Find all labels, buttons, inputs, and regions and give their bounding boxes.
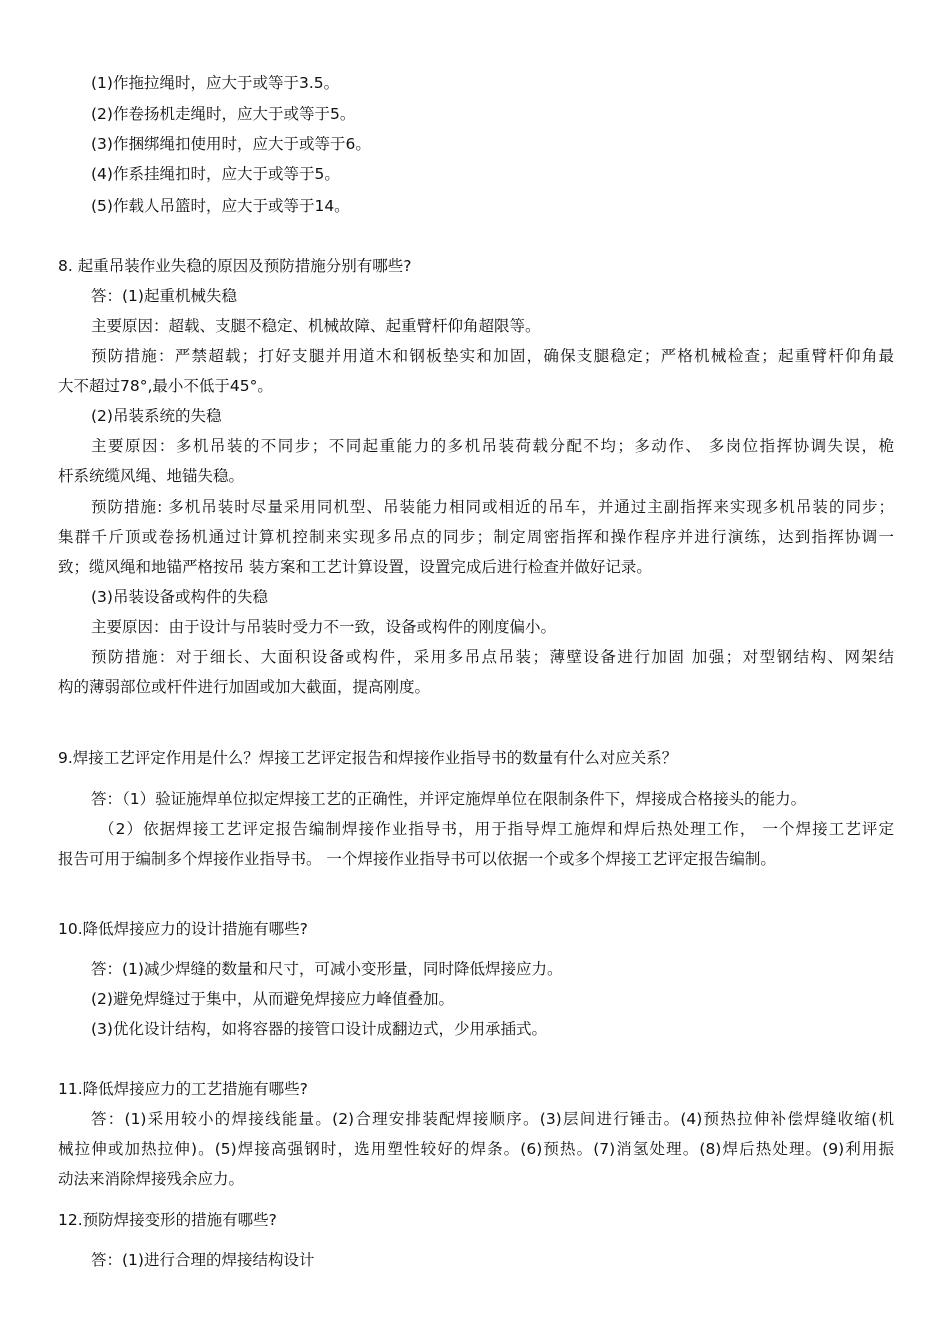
text-line: 报告可用于编制多个焊接作业指导书。 一个焊接作业指导书可以依据一个或多个焊接工艺评定报告编制。 — [58, 850, 776, 868]
text-line: (4)作系挂绳扣时，应大于或等于5。 — [91, 165, 340, 183]
text-line: 答：(1)减少焊缝的数量和尺寸，可减小变形量，同时降低焊接应力。 — [91, 960, 563, 978]
text-line: 杆系统缆风绳、地锚失稳。 — [58, 467, 245, 485]
text-line: 答：(1)进行合理的焊接结构设计 — [91, 1251, 315, 1269]
text-line: (3)优化设计结构，如将容器的接管口设计成翻边式，少用承插式。 — [91, 1020, 547, 1038]
question-heading: 8. 起重吊装作业失稳的原因及预防措施分别有哪些? — [58, 257, 412, 275]
text-line: 构的薄弱部位或杆件进行加固或加大截面，提高刚度。 — [58, 678, 431, 696]
text-line: 预防措施：对于细长、大面积设备或构件，采用多吊点吊装；薄壁设备进行加固 加强；对型钢结构、网架结 — [91, 648, 894, 666]
text-line: (5)作载人吊篮时，应大于或等于14。 — [91, 197, 350, 215]
text-line: 械拉伸或加热拉伸)。(5)焊接高强钢时，选用塑性较好的焊条。(6)预热。(7)消氢处理。(8)焊后热处理。(9)利用振 — [58, 1140, 894, 1158]
text-line: 主要原因：多机吊装的不同步；不同起重能力的多机吊装荷载分配不均；多动作、 多岗位指挥协调失误，桅 — [91, 437, 894, 455]
text-line: 答：(1)起重机械失稳 — [91, 287, 237, 305]
text-line: 答：（1）验证施焊单位拟定焊接工艺的正确性，并评定施焊单位在限制条件下，焊接成合格接头的能力。 — [91, 790, 807, 808]
question-heading: 11.降低焊接应力的工艺措施有哪些? — [58, 1080, 308, 1098]
text-line: (2)作卷扬机走绳时，应大于或等于5。 — [91, 105, 356, 123]
text-line: (3)吊装设备或构件的失稳 — [91, 588, 268, 606]
text-line: 集群千斤顶或卷扬机通过计算机控制来实现多吊点的同步；制定周密指挥和操作程序并进行演练，达到指挥协调一 — [58, 528, 894, 546]
text-line: 致；缆风绳和地锚严格按吊 装方案和工艺计算设置，设置完成后进行检查并做好记录。 — [58, 558, 652, 576]
text-line: (1)作拖拉绳时，应大于或等于3.5。 — [91, 74, 340, 92]
text-line: 主要原因：超载、支腿不稳定、机械故障、起重臂杆仰角超限等。 — [91, 317, 541, 335]
text-line: （2）依据焊接工艺评定报告编制焊接作业指导书，用于指导焊工施焊和焊后热处理工作， 一个焊接工艺评定 — [99, 820, 894, 838]
question-heading: 9.焊接工艺评定作用是什么？焊接工艺评定报告和焊接作业指导书的数量有什么对应关系？ — [58, 749, 678, 767]
text-line: (2)吊装系统的失稳 — [91, 407, 222, 425]
question-heading: 12.预防焊接变形的措施有哪些? — [58, 1211, 277, 1229]
text-line: 动法来消除焊接残余应力。 — [58, 1170, 245, 1188]
text-line: 答：(1)采用较小的焊接线能量。(2)合理安排装配焊接顺序。(3)层间进行锤击。(4)预热拉伸补偿焊缝收缩(机 — [91, 1110, 894, 1128]
text-line: 预防措施: 多机吊装时尽量采用同机型、吊装能力相同或相近的吊车，并通过主副指挥来实现多机吊装的同步； — [91, 498, 894, 516]
text-line: 预防措施：严禁超载；打好支腿并用道木和钢板垫实和加固，确保支腿稳定；严格机械检查；起重臂杆仰角最 — [91, 347, 894, 365]
text-line: (3)作捆绑绳扣使用时，应大于或等于6。 — [91, 135, 371, 153]
text-line: (2)避免焊缝过于集中，从而避免焊接应力峰值叠加。 — [91, 990, 454, 1008]
text-line: 主要原因：由于设计与吊装时受力不一致，设备或构件的刚度偏小。 — [91, 618, 557, 636]
question-heading: 10.降低焊接应力的设计措施有哪些? — [58, 920, 308, 938]
text-line: 大不超过78°,最小不低于45°。 — [58, 377, 273, 395]
